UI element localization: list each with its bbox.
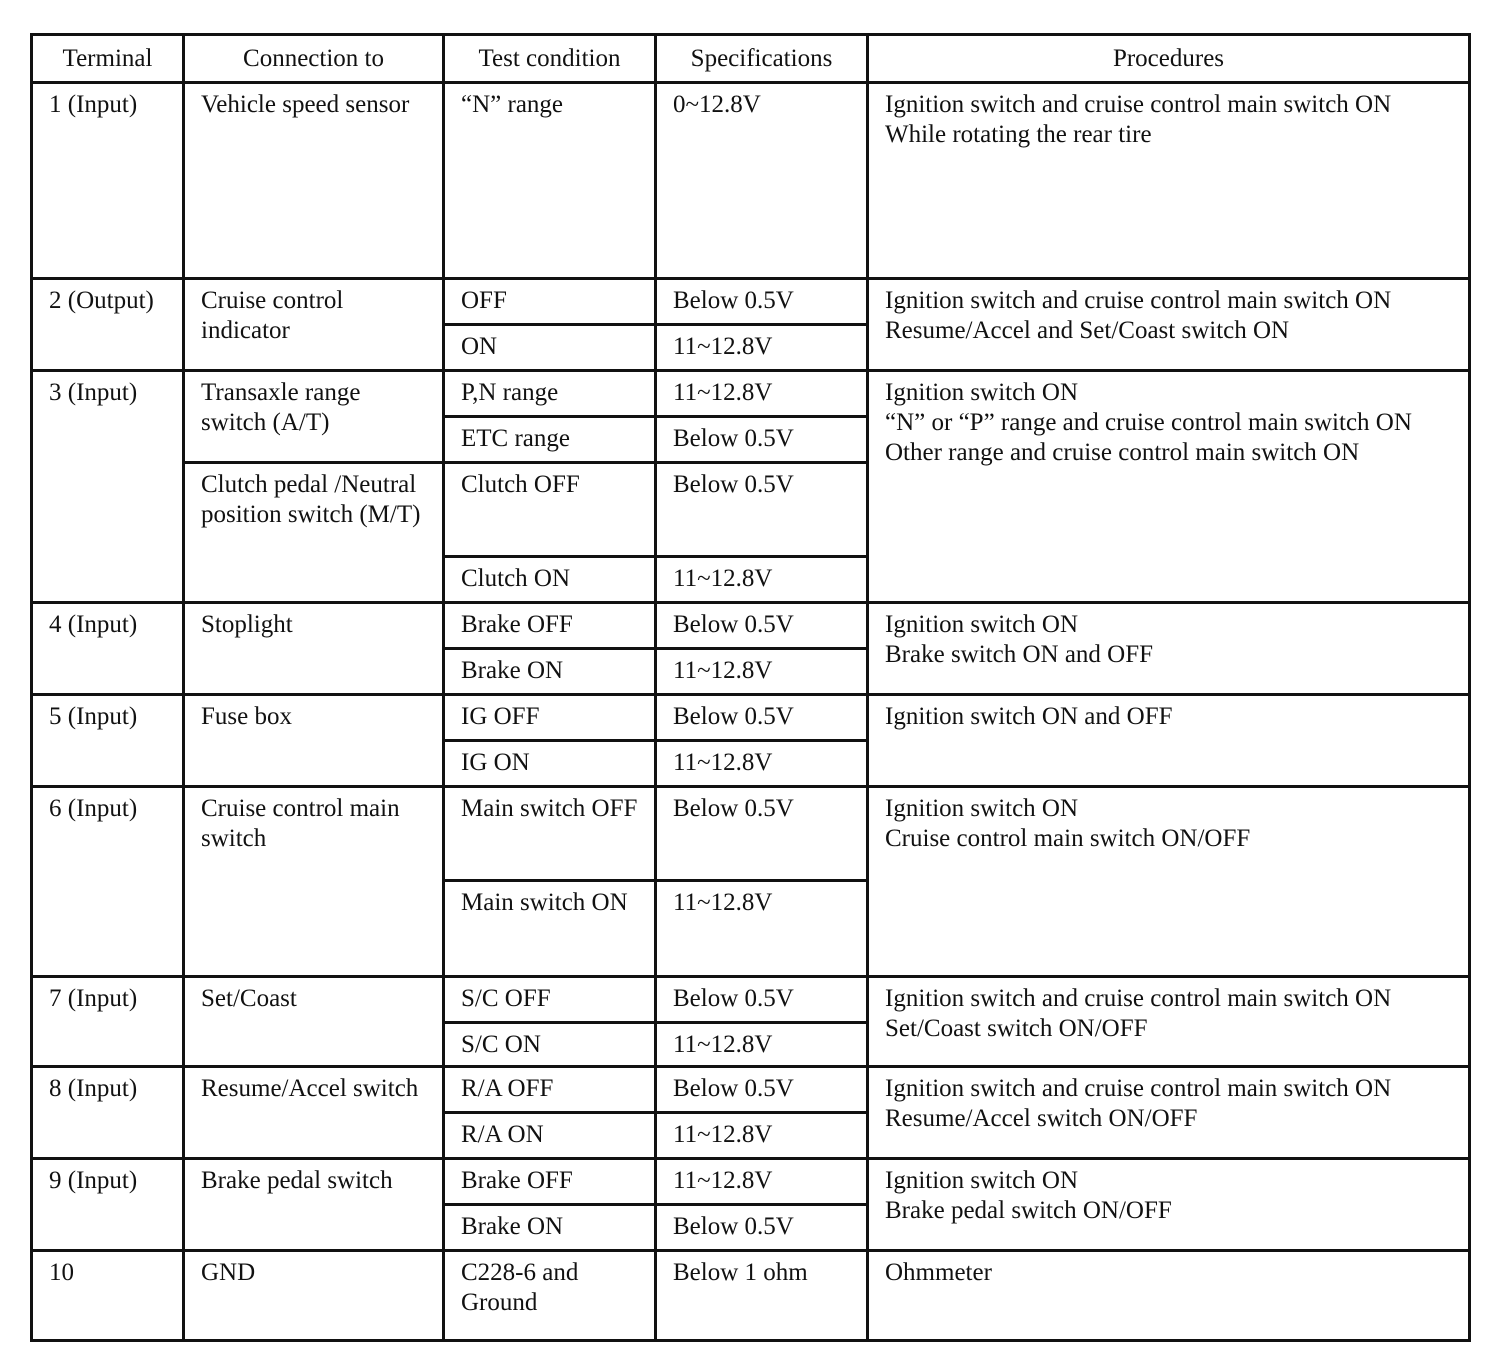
procedures-cell bbox=[868, 787, 1470, 977]
spec-cell: Below 0.5V bbox=[656, 463, 868, 557]
terminal-cell: 10 bbox=[32, 1251, 184, 1341]
spec-cell: Below 0.5V bbox=[656, 977, 868, 1023]
connection-cell: Cruise control indicator bbox=[184, 279, 444, 371]
procedure-line: Cruise control main switch ON/OFF bbox=[885, 825, 1251, 852]
test-condition-cell: S/C OFF bbox=[444, 977, 656, 1023]
connection-cell: GND bbox=[184, 1251, 444, 1341]
test-condition-cell: P,N range bbox=[444, 371, 656, 417]
terminal-cell: 2 (Output) bbox=[32, 279, 184, 371]
connection-cell: Vehicle speed sensor bbox=[184, 83, 444, 279]
spec-cell: 11~12.8V bbox=[656, 325, 868, 371]
terminal-spec-table bbox=[30, 33, 1471, 1342]
test-condition-cell: S/C ON bbox=[444, 1023, 656, 1067]
table-row bbox=[32, 279, 1470, 325]
spec-cell: Below 0.5V bbox=[656, 603, 868, 649]
spec-cell: 11~12.8V bbox=[656, 881, 868, 977]
procedures-cell bbox=[868, 371, 1470, 603]
spec-cell: 11~12.8V bbox=[656, 371, 868, 417]
table-row bbox=[32, 83, 1470, 279]
procedure-line: Ignition switch and cruise control main switch ON bbox=[885, 985, 1392, 1012]
header-terminal: Terminal bbox=[32, 35, 184, 83]
procedure-line: Brake switch ON and OFF bbox=[885, 641, 1154, 668]
test-condition-cell: Brake OFF bbox=[444, 603, 656, 649]
procedures-cell bbox=[868, 603, 1470, 695]
procedures-cell bbox=[868, 279, 1470, 371]
terminal-cell: 3 (Input) bbox=[32, 371, 184, 603]
terminal-cell: 5 (Input) bbox=[32, 695, 184, 787]
terminal-cell: 4 (Input) bbox=[32, 603, 184, 695]
connection-cell: Stoplight bbox=[184, 603, 444, 695]
spec-cell: 11~12.8V bbox=[656, 1159, 868, 1205]
procedure-line: Ignition switch ON bbox=[885, 1167, 1079, 1194]
terminal-cell: 8 (Input) bbox=[32, 1067, 184, 1159]
spec-cell: 11~12.8V bbox=[656, 557, 868, 603]
table-row bbox=[32, 787, 1470, 881]
procedure-line: Ignition switch and cruise control main switch ON bbox=[885, 1075, 1392, 1102]
test-condition-cell: Brake OFF bbox=[444, 1159, 656, 1205]
spec-cell: Below 0.5V bbox=[656, 695, 868, 741]
terminal-cell: 9 (Input) bbox=[32, 1159, 184, 1251]
spec-cell: 11~12.8V bbox=[656, 1113, 868, 1159]
spec-cell: Below 0.5V bbox=[656, 279, 868, 325]
connection-cell: Fuse box bbox=[184, 695, 444, 787]
test-condition-cell: Brake ON bbox=[444, 649, 656, 695]
header-connection: Connection to bbox=[184, 35, 444, 83]
procedure-line: Ignition switch and cruise control main switch ON bbox=[885, 287, 1392, 314]
test-condition-cell: IG OFF bbox=[444, 695, 656, 741]
connection-cell: Set/Coast bbox=[184, 977, 444, 1067]
test-condition-cell: Brake ON bbox=[444, 1205, 656, 1251]
spec-cell: Below 0.5V bbox=[656, 417, 868, 463]
test-condition-cell: IG ON bbox=[444, 741, 656, 787]
procedures-cell bbox=[868, 977, 1470, 1067]
spec-cell: Below 0.5V bbox=[656, 1067, 868, 1113]
spec-cell: Below 1 ohm bbox=[656, 1251, 868, 1341]
procedure-line: Ignition switch ON bbox=[885, 795, 1079, 822]
header-specifications: Specifications bbox=[656, 35, 868, 83]
connection-cell: Transaxle range switch (A/T) bbox=[184, 371, 444, 463]
spec-cell: 11~12.8V bbox=[656, 741, 868, 787]
procedure-line: Resume/Accel switch ON/OFF bbox=[885, 1105, 1198, 1132]
header-procedures: Procedures bbox=[868, 35, 1470, 83]
connection-cell: Cruise control main switch bbox=[184, 787, 444, 977]
connection-cell: Brake pedal switch bbox=[184, 1159, 444, 1251]
terminal-cell: 1 (Input) bbox=[32, 83, 184, 279]
terminal-cell: 6 (Input) bbox=[32, 787, 184, 977]
header-test-condition: Test condition bbox=[444, 35, 656, 83]
test-condition-cell: OFF bbox=[444, 279, 656, 325]
table-row bbox=[32, 695, 1470, 741]
procedure-line: Ohmmeter bbox=[885, 1259, 992, 1286]
test-condition-cell: “N” range bbox=[444, 83, 656, 279]
connection-cell: Clutch pedal /Neutral position switch (M/T) bbox=[184, 463, 444, 603]
spec-cell: Below 0.5V bbox=[656, 787, 868, 881]
table-header-row bbox=[32, 35, 1470, 83]
table-row bbox=[32, 1159, 1470, 1205]
procedures-cell bbox=[868, 1159, 1470, 1251]
test-condition-cell: R/A OFF bbox=[444, 1067, 656, 1113]
test-condition-cell: ETC range bbox=[444, 417, 656, 463]
procedure-line: Ignition switch ON bbox=[885, 379, 1079, 406]
procedures-cell bbox=[868, 1067, 1470, 1159]
procedures-cell bbox=[868, 83, 1470, 279]
procedure-line: Ignition switch ON and OFF bbox=[885, 703, 1173, 730]
spec-cell: Below 0.5V bbox=[656, 1205, 868, 1251]
table-row bbox=[32, 1251, 1470, 1341]
procedure-line: Resume/Accel and Set/Coast switch ON bbox=[885, 317, 1290, 344]
test-condition-cell: Clutch OFF bbox=[444, 463, 656, 557]
test-condition-cell: Main switch ON bbox=[444, 881, 656, 977]
terminal-cell: 7 (Input) bbox=[32, 977, 184, 1067]
table-row bbox=[32, 603, 1470, 649]
procedure-line: Brake pedal switch ON/OFF bbox=[885, 1197, 1172, 1224]
table-row bbox=[32, 977, 1470, 1023]
table-row bbox=[32, 1067, 1470, 1113]
test-condition-cell: Clutch ON bbox=[444, 557, 656, 603]
procedure-line: Set/Coast switch ON/OFF bbox=[885, 1015, 1148, 1042]
connection-cell: Resume/Accel switch bbox=[184, 1067, 444, 1159]
spec-cell: 11~12.8V bbox=[656, 1023, 868, 1067]
test-condition-cell: Main switch OFF bbox=[444, 787, 656, 881]
spec-cell: 0~12.8V bbox=[656, 83, 868, 279]
procedure-line: Other range and cruise control main switch ON bbox=[885, 439, 1360, 466]
test-condition-cell: ON bbox=[444, 325, 656, 371]
procedure-line: While rotating the rear tire bbox=[885, 121, 1152, 148]
procedure-line: “N” or “P” range and cruise control main switch ON bbox=[885, 409, 1412, 436]
procedures-cell bbox=[868, 1251, 1470, 1341]
procedure-line: Ignition switch and cruise control main switch ON bbox=[885, 91, 1392, 118]
table-row bbox=[32, 371, 1470, 417]
test-condition-cell: C228-6 and Ground bbox=[444, 1251, 656, 1341]
procedure-line: Ignition switch ON bbox=[885, 611, 1079, 638]
procedures-cell bbox=[868, 695, 1470, 787]
test-condition-cell: R/A ON bbox=[444, 1113, 656, 1159]
spec-cell: 11~12.8V bbox=[656, 649, 868, 695]
